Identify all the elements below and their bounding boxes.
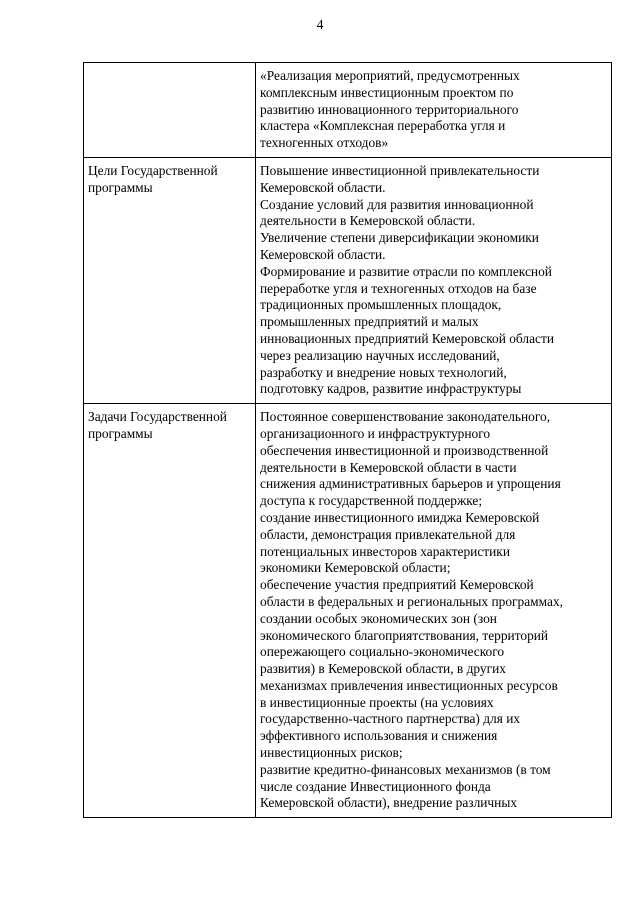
row-label-line: Цели Государственной xyxy=(88,162,218,178)
text-line: Постоянное совершенствование законодательного, xyxy=(260,409,551,425)
row-label-cell xyxy=(84,63,256,158)
text-line: комплексным инвестиционным проектом по xyxy=(260,84,514,100)
text-line: «Реализация мероприятий, предусмотренных xyxy=(260,68,520,83)
table-row-continuation xyxy=(84,63,612,158)
text-line: разработку и внедрение новых технологий, xyxy=(260,364,507,380)
text-line: в инвестиционные проекты (на условиях xyxy=(260,694,494,710)
row-value-cell xyxy=(256,63,612,158)
text-line: создании особых экономических зон (зон xyxy=(260,610,497,626)
row-value-cell xyxy=(256,157,612,403)
text-line: обеспечения инвестиционной и производственной xyxy=(260,442,549,458)
text-line: эффективного использования и снижения xyxy=(260,728,498,744)
text-line: Кемеровской области. xyxy=(260,179,386,195)
text-line: доступа к государственной поддержке; xyxy=(260,493,483,509)
text-line: промышленных предприятий и малых xyxy=(260,314,479,330)
table-row-goals xyxy=(84,157,612,403)
row-label-line: программы xyxy=(88,179,153,195)
text-line: традиционных промышленных площадок, xyxy=(260,297,502,313)
text-line: Создание условий для развития инновационной xyxy=(260,196,534,212)
text-line: развитие кредитно-финансовых механизмов (в том xyxy=(260,761,551,777)
text-line: области, демонстрация привлекательной для xyxy=(260,526,516,542)
text-line: кластера «Комплексная переработка угля и xyxy=(260,118,506,134)
text-line: Кемеровской области. xyxy=(260,246,386,262)
text-line: обеспечение участия предприятий Кемеровской xyxy=(260,577,534,593)
text-line: развития) в Кемеровской области, в других xyxy=(260,661,506,677)
text-line: через реализацию научных исследований, xyxy=(260,347,500,363)
text-line: создание инвестиционного имиджа Кемеровской xyxy=(260,509,540,525)
row-label-line: программы xyxy=(88,425,153,441)
text-line: экономического благоприятствования, территорий xyxy=(260,627,549,643)
text-line: числе создание Инвестиционного фонда xyxy=(260,778,491,794)
text-line: техногенных отходов» xyxy=(260,135,389,151)
row-value-cell xyxy=(256,404,612,818)
text-line: механизмах привлечения инвестиционных ресурсов xyxy=(260,677,558,693)
text-line: потенциальных инвесторов характеристики xyxy=(260,543,510,559)
text-line: Формирование и развитие отрасли по комплексной xyxy=(260,263,552,279)
text-line: снижения административных барьеров и упрощения xyxy=(260,476,561,492)
text-line: опережающего социально-экономического xyxy=(260,644,505,660)
text-line: развитию инновационного территориального xyxy=(260,101,519,117)
text-line: государственно-частного партнерства) для их xyxy=(260,711,521,727)
table-row-tasks xyxy=(84,404,612,818)
text-line: деятельности в Кемеровской области. xyxy=(260,213,476,229)
row-label-line: Задачи Государственной xyxy=(88,409,227,425)
program-passport-table xyxy=(83,62,612,818)
row-label-cell xyxy=(84,157,256,403)
row-label-cell xyxy=(84,404,256,818)
text-line: инновационных предприятий Кемеровской области xyxy=(260,330,554,346)
text-line: переработке угля и техногенных отходов на базе xyxy=(260,280,537,296)
text-line: Увеличение степени диверсификации экономики xyxy=(260,230,539,246)
text-line: области в федеральных и региональных программах, xyxy=(260,593,563,609)
text-line: инвестиционных рисков; xyxy=(260,745,403,761)
text-line: экономики Кемеровской области; xyxy=(260,560,451,576)
text-line: подготовку кадров, развитие инфраструктуры xyxy=(260,381,522,397)
text-line: Повышение инвестиционной привлекательности xyxy=(260,162,540,178)
text-line: организационного и инфраструктурного xyxy=(260,425,491,441)
text-line: Кемеровской области), внедрение различных xyxy=(260,795,518,811)
text-line: деятельности в Кемеровской области в части xyxy=(260,459,517,475)
page-number: 4 xyxy=(316,18,324,33)
